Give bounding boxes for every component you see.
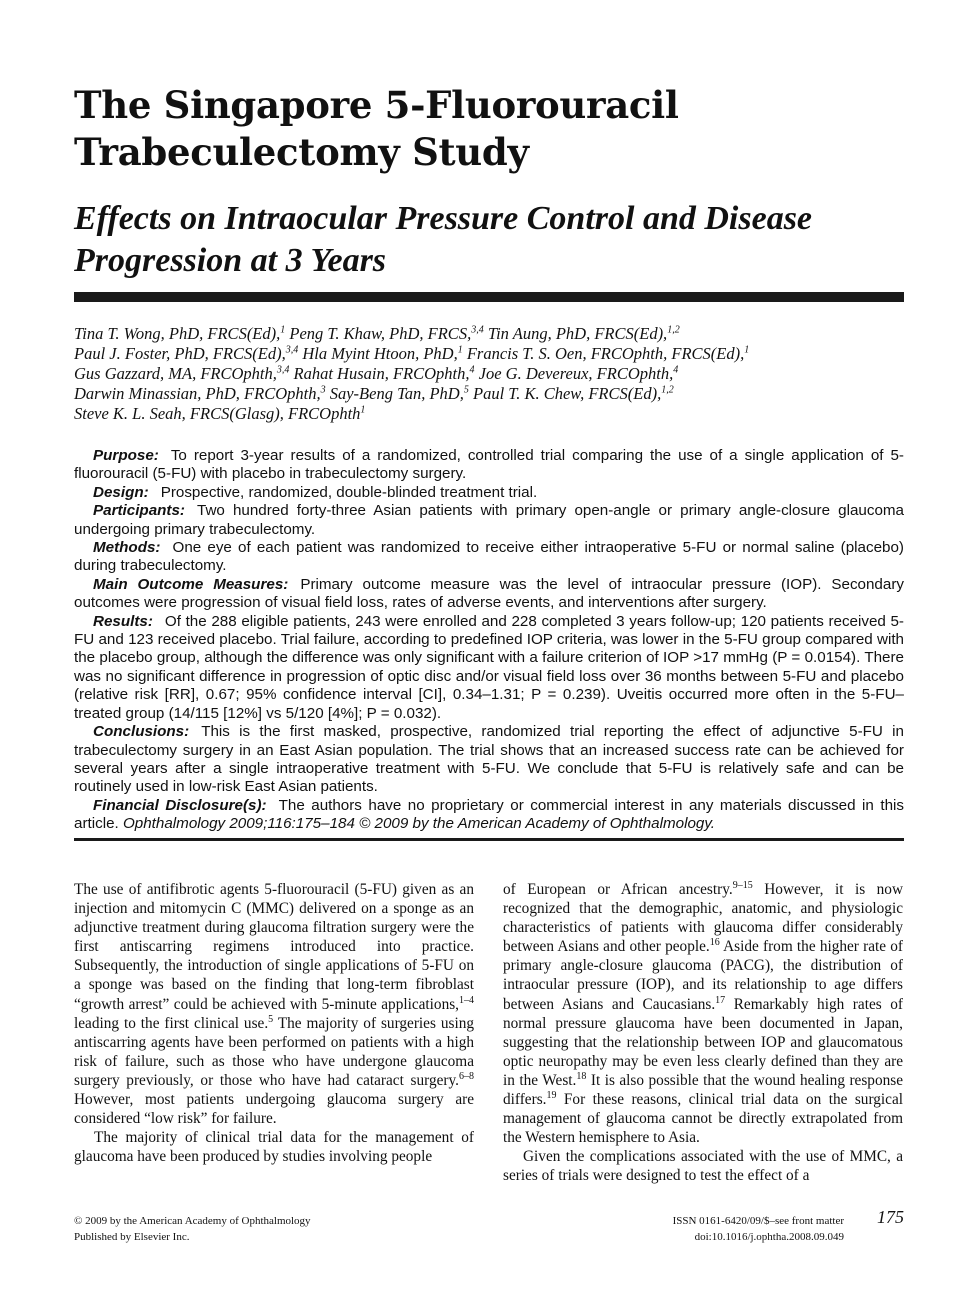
subtitle-line-2: Progression at 3 Years [74, 242, 387, 279]
body-text: For these reasons, clinical trial data on the surgical management of glaucoma cannot be directly extrapolated from the Western hemisphere to Asia. [503, 1091, 903, 1147]
abstract-text: To report 3-year results of a randomized, controlled trial comparing the use of a single application of 5-fluorouracil (5-FU) with placebo in trabeculectomy surgery. [74, 447, 904, 483]
body-paragraph [503, 1147, 903, 1185]
abstract-label: Conclusions: [93, 723, 190, 741]
reference-link[interactable]: 1–4 [459, 994, 474, 1006]
author-affiliation: 4 [469, 364, 475, 376]
author-line [74, 324, 904, 344]
body-text: The majority of clinical trial data for the management of glaucoma have been produced by studies involving people [74, 1129, 474, 1166]
author-affiliation: 1 [280, 324, 286, 336]
body-text: However, it is now recognized that the demographic, anatomic, and physiologic characteristics of patients with glaucoma differ considerably between Asians and other people. [503, 881, 903, 956]
author-name: Tina T. Wong, PhD, FRCS(Ed), [74, 324, 281, 343]
author-affiliation: 3,4 [276, 364, 290, 376]
author-name: Francis T. S. Oen, FRCOphth, FRCS(Ed), [466, 344, 745, 363]
author-name: Joe G. Devereux, FRCOphth, [478, 364, 674, 383]
body-paragraph [503, 880, 903, 1147]
author-line [74, 344, 904, 364]
abstract-text: Primary outcome measure was the level of intraocular pressure (IOP). Secondary outcomes were progression of visual field loss, rates of adverse events, and interventions after surgery. [74, 575, 904, 612]
abstract-label: Financial Disclosure(s): [93, 796, 267, 814]
author-name: Peng T. Khaw, PhD, FRCS, [289, 324, 472, 343]
author-line [74, 384, 904, 404]
abstract-text: The authors have no proprietary or commercial interest in any materials discussed in this article. [74, 796, 904, 833]
reference-link[interactable]: 17 [715, 994, 726, 1006]
body-text: The use of antifibrotic agents 5-fluorouracil (5-FU) given as an injection and mitomycin C (MMC) delivered on a sponge as an adjunctive treatment during glaucoma filtration surgery were the first antiscarring regimens introduced into practice. Subsequently, the introduction of single applications of 5-FU on a sponge was based on the finding that long-term fibroblast “growth arrest” could be achieved with 5-minute applications, [74, 881, 474, 1013]
abstract-text: Of the 288 eligible patients, 243 were enrolled and 228 completed 3 years follow-up; 120 patients received 5-FU and 123 received placebo. Trial failure, according to predefined IOP criteria, was lower in the 5-FU group compared with the placebo group, although the difference was only significant with a failure criterion of IOP >17 mmHg (P = 0.0154). There was no significant difference in progression of optic disc and/or visual field loss over 36 months between 5-FU and placebo (relative risk [RR], 0.67; 95% confidence interval [CI], 0.34–1.31; P = 0.239). Uveitis occurred more often in the 5-FU–treated group (14/115 [12%] vs 5/120 [4%]; P = 0.032). [74, 612, 904, 722]
body-column-right [503, 880, 903, 1186]
body-text: Given the complications associated with the use of MMC, a series of trials were designed to test the effect of a [503, 1148, 903, 1185]
abstract-text: Prospective, randomized, double-blinded treatment trial. [160, 483, 538, 501]
abstract-divider [74, 838, 904, 841]
abstract-conclusions [74, 723, 904, 797]
body-text: It is also possible that the wound healing response differs. [503, 1071, 903, 1109]
body-text: leading to the first clinical use. [74, 1014, 269, 1032]
abstract-purpose [74, 447, 904, 484]
abstract-label: Participants: [93, 502, 185, 520]
author-affiliation: 3,4 [471, 324, 484, 336]
article-subtitle [74, 198, 904, 282]
author-name: Say-Beng Tan, PhD, [329, 384, 464, 403]
footer-copyright [74, 1213, 311, 1245]
page-number: 175 [877, 1207, 904, 1227]
body-text: However, most patients undergoing glaucoma surgery are considered “low risk” for failure. [74, 1091, 474, 1128]
author-name: Rahat Husain, FRCOphth, [293, 364, 470, 383]
author-affiliation: 3,4 [285, 344, 299, 356]
author-name: Gus Gazzard, MA, FRCOphth, [74, 364, 277, 383]
author-list [74, 324, 904, 424]
reference-link[interactable]: 16 [709, 937, 720, 949]
reference-link[interactable]: 18 [576, 1070, 587, 1082]
body-column-left [74, 880, 474, 1166]
reference-link[interactable]: 6–8 [459, 1070, 474, 1082]
abstract-outcome-measures [74, 576, 904, 613]
author-affiliation: 1 [744, 344, 750, 356]
author-affiliation: 1 [360, 404, 366, 416]
body-text: of European or African ancestry. [503, 881, 733, 898]
author-affiliation: 4 [673, 364, 679, 376]
abstract-label: Results: [93, 612, 153, 630]
body-text: Aside from the higher rate of primary angle-closure glaucoma (PACG), the distribution of intraocular pressure (IOP), and its relationship to age differs between Asians and Caucasians. [503, 938, 903, 1013]
author-name: Paul J. Foster, PhD, FRCS(Ed), [74, 344, 286, 363]
abstract-label: Design: [93, 483, 149, 501]
author-line [74, 404, 904, 424]
abstract-financial-disclosure [74, 797, 904, 834]
title-line-1: The Singapore 5-Fluorouracil [74, 83, 679, 127]
author-affiliation: 3 [320, 384, 326, 396]
title-line-2: Trabeculectomy Study [74, 130, 529, 174]
reference-link[interactable]: 9–15 [732, 879, 753, 891]
abstract-label: Purpose: [93, 447, 159, 464]
reference-link[interactable]: 19 [546, 1089, 557, 1101]
abstract-text: One eye of each patient was randomized to receive either intraoperative 5-FU or normal saline (placebo) during trabeculectomy. [74, 539, 904, 575]
author-affiliation: 1 [457, 344, 463, 356]
body-text: Remarkably high rates of normal pressure glaucoma have been documented in Japan, suggesting that the relationship between IOP and glaucomatous optic neuropathy may be even less clearly defined than they are in the West. [503, 995, 903, 1089]
issn-line: ISSN 0161-6420/09/$–see front matter [672, 1215, 844, 1227]
publisher-line: Published by Elsevier Inc. [74, 1231, 190, 1243]
footer-identifiers [673, 1213, 844, 1245]
author-name: Darwin Minassian, PhD, FRCOphth, [74, 384, 321, 403]
abstract-text: This is the first masked, prospective, randomized trial reporting the effect of adjunctive 5-FU in trabeculectomy surgery in an East Asian population. The trial shows that an increased success rate can be achieved for several years after a single intraoperative treatment with 5-FU. We conclude that 5-FU is relatively safe and can be routinely used in low-risk East Asian patients. [74, 723, 904, 796]
copyright-line: © 2009 by the American Academy of Ophthalmology [74, 1215, 311, 1227]
author-name: Paul T. K. Chew, FRCS(Ed), [472, 384, 662, 403]
author-line [74, 364, 904, 384]
abstract-text: Two hundred forty-three Asian patients with primary open-angle or primary angle-closure glaucoma undergoing primary trabeculectomy. [74, 502, 904, 538]
author-affiliation: 1,2 [661, 384, 674, 396]
abstract-design [74, 484, 904, 502]
author-name: Tin Aung, PhD, FRCS(Ed), [487, 324, 668, 343]
abstract [74, 447, 904, 834]
abstract-label: Main Outcome Measures: [93, 575, 289, 593]
author-affiliation: 1,2 [667, 324, 680, 336]
title-divider [74, 292, 904, 302]
body-paragraph [74, 1128, 474, 1166]
author-name: Steve K. L. Seah, FRCS(Glasg), FRCOphth [74, 404, 361, 423]
author-name: Hla Myint Htoon, PhD, [302, 344, 458, 363]
reference-link[interactable]: 5 [268, 1013, 274, 1025]
body-paragraph [74, 880, 474, 1128]
abstract-results [74, 613, 904, 723]
author-affiliation: 5 [463, 384, 469, 396]
abstract-label: Methods: [93, 539, 161, 557]
body-text: The majority of surgeries using antiscarring agents have been performed on patients with a high risk of failure, such as those who have undergone glaucoma surgery previously, or those who have had cataract surgery. [74, 1014, 474, 1089]
abstract-participants [74, 502, 904, 539]
journal-citation: Ophthalmology 2009;116:175–184 © 2009 by the American Academy of Ophthalmology. [122, 815, 716, 833]
subtitle-line-1: Effects on Intraocular Pressure Control and Disease [74, 200, 813, 237]
abstract-methods [74, 539, 904, 576]
article-title [74, 82, 904, 176]
doi-link[interactable]: doi:10.1016/j.ophtha.2008.09.049 [694, 1231, 844, 1243]
